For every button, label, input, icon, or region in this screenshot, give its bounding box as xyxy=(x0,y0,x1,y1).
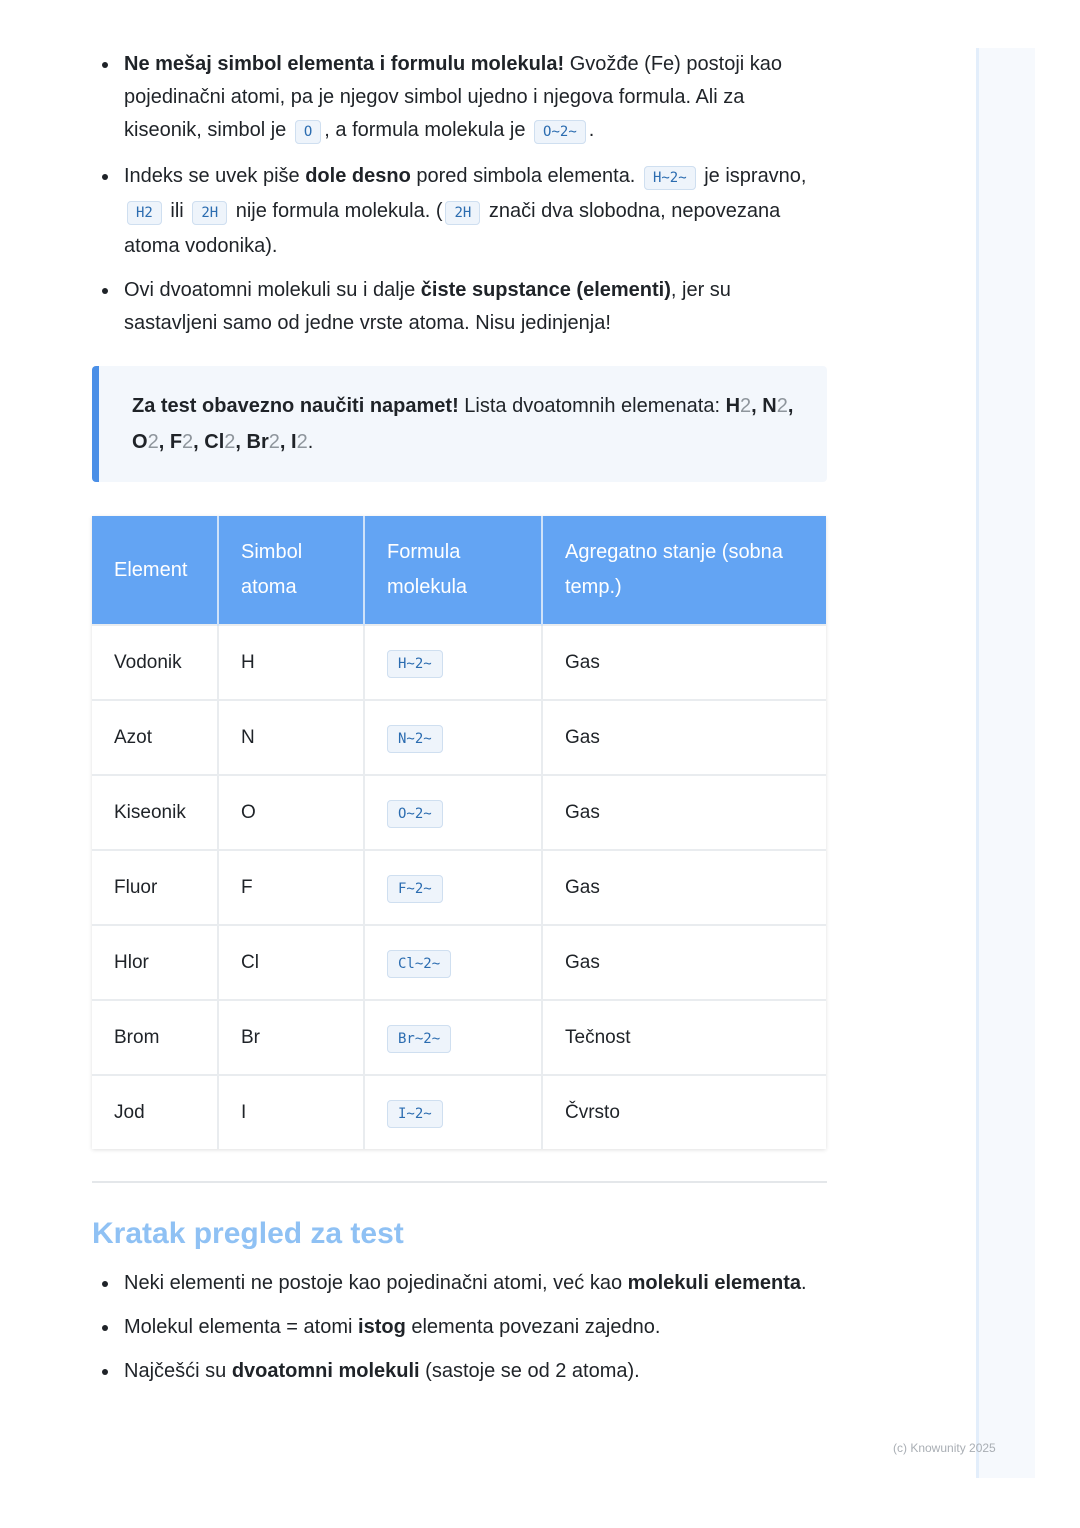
cell-symbol: Br xyxy=(218,1000,364,1075)
formula-code: H~2~ xyxy=(644,166,696,190)
cell-state: Tečnost xyxy=(542,1000,826,1075)
cell-element: Brom xyxy=(92,1000,218,1075)
cell-state: Gas xyxy=(542,850,826,925)
list-item xyxy=(92,48,827,149)
table-row xyxy=(92,1000,826,1075)
bold-text: F xyxy=(169,431,183,453)
subscript-text: 2 xyxy=(224,431,236,453)
formula-code: O xyxy=(295,120,321,144)
formula-code: Cl~2~ xyxy=(387,950,451,978)
table-row xyxy=(92,775,826,850)
bold-text: , xyxy=(787,395,794,417)
text-segment: znači dva slobodna, nepovezana atoma vodonika). xyxy=(124,200,781,257)
cell-element: Jod xyxy=(92,1075,218,1149)
formula-code: I~2~ xyxy=(387,1100,443,1128)
formula-code: Br~2~ xyxy=(387,1025,451,1053)
text-segment: Najčešći su xyxy=(124,1360,232,1382)
cell-formula xyxy=(364,850,542,925)
cell-symbol: I xyxy=(218,1075,364,1149)
bold-text: , xyxy=(751,395,763,417)
list-item xyxy=(92,1267,827,1300)
bold-text: Za test obavezno naučiti napamet! xyxy=(132,395,459,417)
subscript-text: 2 xyxy=(740,395,752,417)
copyright-footer: (c) Knowunity 2025 xyxy=(893,1441,996,1455)
cell-formula xyxy=(364,1075,542,1149)
formula-code: O~2~ xyxy=(387,800,443,828)
page-content xyxy=(92,48,827,1399)
list-item xyxy=(92,1355,827,1388)
cell-symbol: H xyxy=(218,625,364,700)
cell-symbol: Cl xyxy=(218,925,364,1000)
bold-text: čiste supstance (elementi) xyxy=(420,279,671,301)
text-segment: Molekul elementa = atomi xyxy=(124,1316,359,1338)
section-divider xyxy=(92,1181,827,1183)
bold-text: N xyxy=(762,395,777,417)
cell-state: Gas xyxy=(542,700,826,775)
cell-element: Kiseonik xyxy=(92,775,218,850)
text-segment: Gvožđe (Fe) postoji kao pojedinačni atomi, pa je njegov simbol ujedno i njegova formula. Ali za kiseonik, simbol je xyxy=(124,53,783,141)
cell-element: Hlor xyxy=(92,925,218,1000)
formula-code: H2 xyxy=(127,201,162,225)
formula-code: O~2~ xyxy=(534,120,586,144)
subscript-text: 2 xyxy=(147,431,159,453)
section-title: Kratak pregled za test xyxy=(92,1217,404,1250)
formula-code: H~2~ xyxy=(387,650,443,678)
text-segment: . xyxy=(307,431,314,453)
bold-text: dole desno xyxy=(305,165,411,187)
formula-code: 2H xyxy=(445,201,480,225)
cell-formula xyxy=(364,775,542,850)
text-segment: , a formula molekula je xyxy=(324,119,532,141)
bold-text: , xyxy=(158,431,170,453)
cell-symbol: O xyxy=(218,775,364,850)
text-segment: Neki elementi ne postoje kao pojedinačni atomi, već kao xyxy=(124,1272,628,1294)
text-segment: Indeks se uvek piše xyxy=(124,165,306,187)
subscript-text: 2 xyxy=(268,431,280,453)
cell-state: Gas xyxy=(542,775,826,850)
bold-text: , xyxy=(193,431,205,453)
text-segment: (sastoje se od 2 atoma). xyxy=(419,1360,640,1382)
cell-state: Gas xyxy=(542,925,826,1000)
bold-text: Ne mešaj simbol elementa i formulu molekula! xyxy=(124,53,565,75)
text-segment: . xyxy=(588,119,595,141)
callout-box xyxy=(92,366,827,482)
text-segment: elementa povezani zajedno. xyxy=(405,1316,661,1338)
text-segment: ili xyxy=(164,200,190,222)
text-segment: nije formula molekula. ( xyxy=(230,200,443,222)
text-segment: Lista dvoatomnih elemenata: xyxy=(458,395,726,417)
cell-symbol: N xyxy=(218,700,364,775)
bold-text: H xyxy=(725,395,741,417)
cell-formula xyxy=(364,700,542,775)
bold-text: istog xyxy=(358,1316,406,1338)
bold-text: molekuli elementa xyxy=(627,1272,802,1294)
bold-text: Br xyxy=(246,431,269,453)
text-segment: . xyxy=(801,1272,807,1294)
formula-code: F~2~ xyxy=(387,875,443,903)
formula-code: N~2~ xyxy=(387,725,443,753)
header-element: Element xyxy=(92,516,218,625)
cell-state: Gas xyxy=(542,625,826,700)
cell-state: Čvrsto xyxy=(542,1075,826,1149)
header-formula: Formula molekula xyxy=(364,516,542,625)
text-segment: Ovi dvoatomni molekuli su i dalje xyxy=(124,279,421,301)
cell-element: Vodonik xyxy=(92,625,218,700)
cell-formula xyxy=(364,925,542,1000)
text-segment: je ispravno, xyxy=(698,165,807,187)
text-segment: pored simbola elementa. xyxy=(410,165,641,187)
subscript-text: 2 xyxy=(296,431,308,453)
cell-element: Azot xyxy=(92,700,218,775)
bold-text: , xyxy=(279,431,292,453)
formula-code: 2H xyxy=(192,201,227,225)
cell-element: Fluor xyxy=(92,850,218,925)
header-state: Agregatno stanje (sobna temp.) xyxy=(542,516,826,625)
bold-text: dvoatomni molekuli xyxy=(231,1360,420,1382)
text-segment: , jer su sastavljeni samo od jedne vrste atoma. Nisu jedinjenja! xyxy=(124,279,731,334)
cell-formula xyxy=(364,625,542,700)
table-row xyxy=(92,925,826,1000)
table-body xyxy=(92,625,826,1149)
cell-formula xyxy=(364,1000,542,1075)
bold-text: O xyxy=(132,431,148,453)
table-row xyxy=(92,625,826,700)
header-symbol: Simbol atoma xyxy=(218,516,364,625)
list-item xyxy=(92,274,827,340)
table-row xyxy=(92,700,826,775)
bold-text: I xyxy=(291,431,297,453)
right-sidebar xyxy=(976,48,1035,1478)
table-row xyxy=(92,1075,826,1149)
elements-table xyxy=(92,516,826,1149)
cell-symbol: F xyxy=(218,850,364,925)
subscript-text: 2 xyxy=(776,395,788,417)
list-item xyxy=(92,160,827,263)
table-row xyxy=(92,850,826,925)
notes-list xyxy=(92,48,827,340)
summary-list xyxy=(92,1267,827,1388)
table-header-row xyxy=(92,516,826,625)
bold-text: , xyxy=(235,431,247,453)
list-item xyxy=(92,1311,827,1344)
bold-text: Cl xyxy=(204,431,225,453)
subscript-text: 2 xyxy=(182,431,194,453)
